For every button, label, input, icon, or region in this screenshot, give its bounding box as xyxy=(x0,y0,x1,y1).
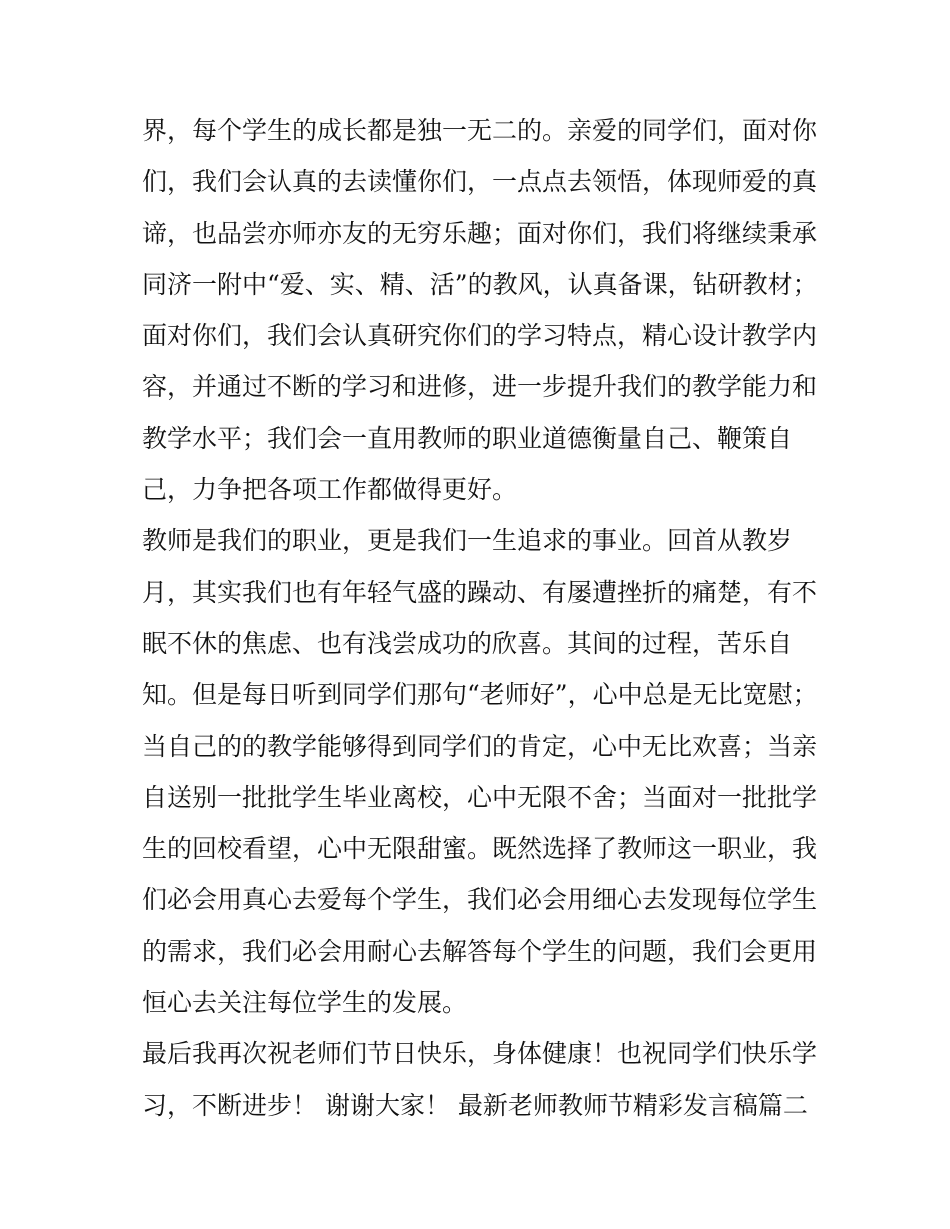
text-line: 容，并通过不断的学习和进修，进一步提升我们的教学能力和 xyxy=(142,372,818,402)
text-line: 生的回校看望，心中无限甜蜜。既然选择了教师这一职业，我 xyxy=(142,834,818,864)
text-line: 谛，也品尝亦师亦友的无穷乐趣；面对你们，我们将继续秉承 xyxy=(142,218,818,248)
text-line: 界，每个学生的成长都是独一无二的。亲爱的同学们，面对你 xyxy=(142,116,818,145)
text-line: 眠不休的焦虑、也有浅尝成功的欣喜。其间的过程，苦乐自 xyxy=(142,628,793,658)
text-line: 教学水平；我们会一直用教师的职业道德衡量自己、鞭策自 xyxy=(142,423,793,453)
body-text xyxy=(142,105,822,1131)
text-line: 面对你们，我们会认真研究你们的学习特点，精心设计教学内 xyxy=(142,321,818,351)
text-line: 们，我们会认真的去读懂你们，一点点去领悟，体现师爱的真 xyxy=(142,167,818,197)
text-line: 的需求，我们必会用耐心去解答每个学生的问题，我们会更用 xyxy=(142,936,818,966)
text-line: 当自己的的教学能够得到同学们的肯定，心中无比欢喜；当亲 xyxy=(142,731,818,761)
text-line: 恒心去关注每位学生的发展。 xyxy=(142,988,468,1018)
text-line: 们必会用真心去爱每个学生，我们必会用细心去发现每位学生 xyxy=(142,885,818,915)
text-line: 月，其实我们也有年轻气盛的躁动、有屡遭挫折的痛楚，有不 xyxy=(142,577,818,607)
text-line: 同济一附中“爱、实、精、活”的教风，认真备课，钻研教材； xyxy=(142,269,818,299)
text-line: 己，力争把各项工作都做得更好。 xyxy=(142,475,518,505)
text-line: 习，不断进步！ 谢谢大家！ 最新老师教师节精彩发言稿篇二 xyxy=(142,1090,808,1120)
text-line: 自送别一批批学生毕业离校，心中无限不舍；当面对一批批学 xyxy=(142,782,818,812)
text-line: 知。但是每日听到同学们那句“老师好”，心中总是无比宽慰； xyxy=(142,680,818,710)
text-line: 最后我再次祝老师们节日快乐，身体健康！也祝同学们快乐学 xyxy=(142,1039,818,1069)
text-line: 教师是我们的职业，更是我们一生追求的事业。回首从教岁 xyxy=(142,526,793,556)
